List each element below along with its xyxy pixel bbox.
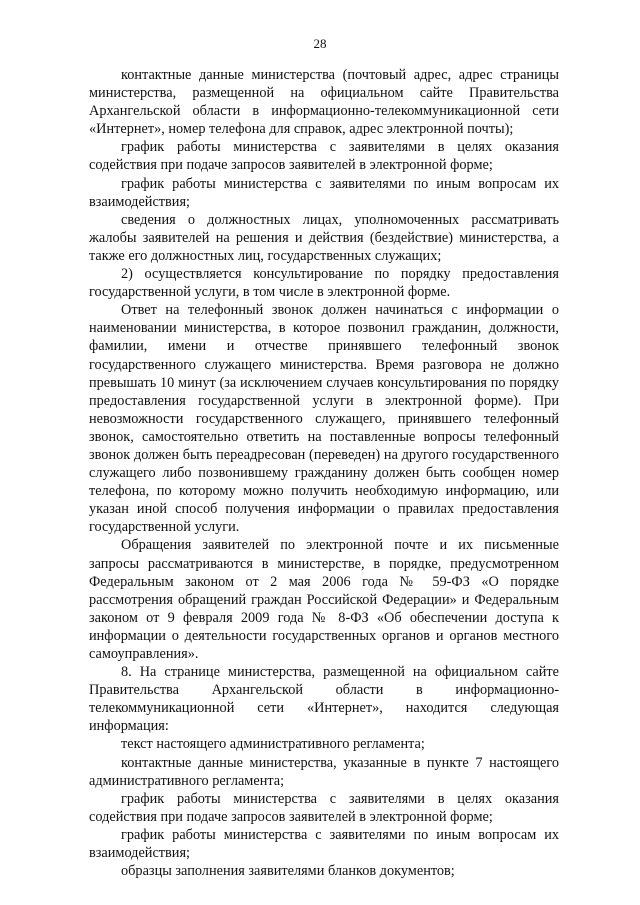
paragraph: сведения о должностных лицах, уполномоченных рассматривать жалобы заявителей на решения и действия (бездействие) министерства, а также его должностных лиц, государственных служащих; <box>89 211 559 264</box>
paragraph: график работы министерства с заявителями по иным вопросам их взаимодействия; <box>89 826 559 862</box>
paragraph: Ответ на телефонный звонок должен начинаться с информации о наименовании министерства, в которое позвонил гражданин, должности, фамилии, имени и отчестве принявшего телефонный звонок государственного служащего министерства. Время разговора не должно превышать 10 минут (за исключением случаев консультирования по порядку предоставления государственной услуги в электронной форме). При невозможности государственного служащего, принявшего телефонный звонок, самостоятельно ответить на поставленные вопросы телефонный звонок должен быть переадресован (переведен) на другого государственного служащего либо позвонившему гражданину должен быть сообщен номер телефона, по которому можно получить необходимую информацию, или указан иной способ получения информации о правилах предоставления государственной услуги. <box>89 302 559 536</box>
paragraph: график работы министерства с заявителями в целях оказания содействия при подаче запросов заявителей в электронной форме; <box>89 790 559 825</box>
paragraph: график работы министерства с заявителями в целях оказания содействия при подаче запросов заявителей в электронной форме; <box>89 139 559 174</box>
paragraph: 2) осуществляется консультирование по порядку предоставления государственной услуги, в том числе в электронной форме. <box>89 266 559 301</box>
document-body <box>89 66 559 880</box>
page-number: 28 <box>313 36 327 51</box>
paragraph: Обращения заявителей по электронной почте и их письменные запросы рассматриваются в министерстве, в порядке, предусмотренном Федеральным законом от 2 мая 2006 года № 59-ФЗ «О порядке рассмотрения обращений граждан Российской Федерации» и Федеральным законом от 9 февраля 2009 года № 8-ФЗ «Об обеспечении доступа к информации о деятельности государственных органов и органов местного самоуправления». <box>89 537 559 662</box>
paragraph: график работы министерства с заявителями по иным вопросам их взаимодействия; <box>89 175 559 210</box>
paragraph: образцы заполнения заявителями бланков документов; <box>121 863 455 880</box>
paragraph: текст настоящего административного регламента; <box>121 736 425 753</box>
paragraph: контактные данные министерства (почтовый адрес, адрес страницы министерства, размещенной на официальном сайте Правительства Архангельской области в информационно-телекоммуникационной сети «Интернет», номер телефона для справок, адрес электронной почты); <box>89 67 559 138</box>
paragraph: контактные данные министерства, указанные в пункте 7 настоящего административного регламента; <box>89 754 559 789</box>
paragraph: 8. На странице министерства, размещенной на официальном сайте Правительства Архангельской области в информационно-телекоммуникационной сети «Интернет», находится следующая информация: <box>89 664 559 735</box>
